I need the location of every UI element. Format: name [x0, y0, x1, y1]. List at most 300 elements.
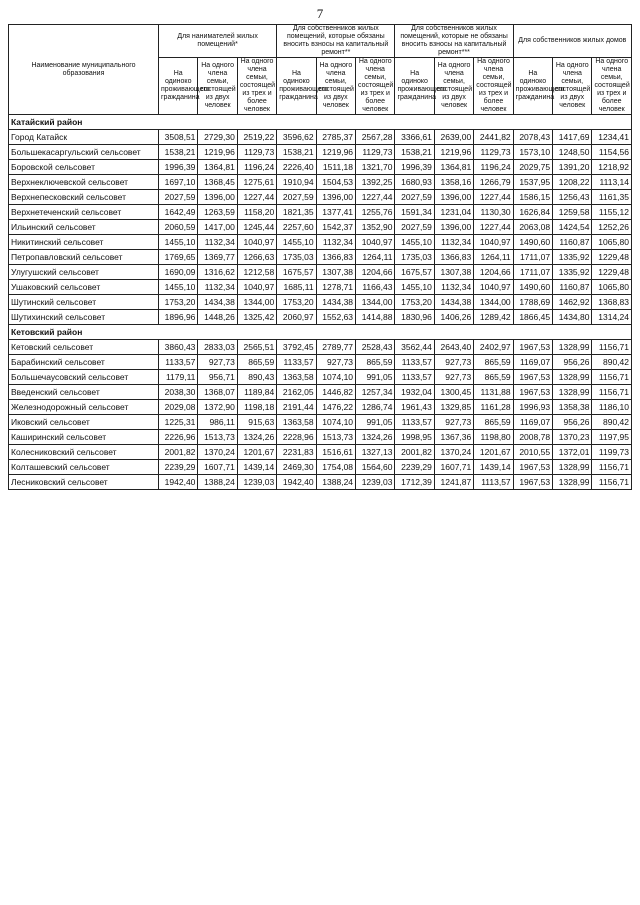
value-cell: 1537,95: [513, 175, 552, 190]
value-cell: 1065,80: [592, 280, 632, 295]
value-cell: 2060,97: [277, 310, 316, 325]
subheader-single: На одиноко проживающего гражданина: [277, 58, 316, 115]
value-cell: 1358,38: [553, 400, 592, 415]
value-cell: 1642,49: [159, 205, 198, 220]
value-cell: 1364,81: [434, 160, 473, 175]
subheader-two-person: На одного члена семьи, состоящей из двух человек: [198, 58, 237, 115]
table-row: [9, 415, 632, 430]
value-cell: 1542,37: [316, 220, 355, 235]
value-cell: 1396,00: [316, 190, 355, 205]
value-cell: 1697,10: [159, 175, 198, 190]
municipality-name: Большечаусовский сельсовет: [9, 370, 159, 385]
value-cell: 991,05: [356, 415, 395, 430]
municipality-name: Никитинский сельсовет: [9, 235, 159, 250]
value-cell: 1564,60: [356, 460, 395, 475]
value-cell: 1189,84: [237, 385, 276, 400]
value-cell: 1368,07: [198, 385, 237, 400]
value-cell: 1199,73: [592, 445, 632, 460]
value-cell: 1344,00: [356, 295, 395, 310]
municipality-name: Петропавловский сельсовет: [9, 250, 159, 265]
value-cell: 1204,66: [356, 265, 395, 280]
value-cell: 1225,31: [159, 415, 198, 430]
value-cell: 1538,21: [159, 145, 198, 160]
value-cell: 3792,45: [277, 340, 316, 355]
value-cell: 890,42: [592, 355, 632, 370]
value-cell: 1363,58: [277, 415, 316, 430]
value-cell: 2567,28: [356, 130, 395, 145]
value-cell: 1675,57: [395, 265, 434, 280]
value-cell: 1455,10: [277, 235, 316, 250]
header-group-tenants: Для нанимателей жилых помещений*: [159, 25, 277, 58]
value-cell: 1932,04: [395, 385, 434, 400]
value-cell: 1364,81: [198, 160, 237, 175]
header-group-owners-with-repair-fee: Для собственников жилых помещений, которые обязаны вносить взносы на капитальный ремонт**: [277, 25, 395, 58]
table-row: [9, 430, 632, 445]
value-cell: 1256,43: [553, 190, 592, 205]
value-cell: 1328,99: [553, 340, 592, 355]
table-row: [9, 145, 632, 160]
value-cell: 956,71: [198, 370, 237, 385]
table-row: [9, 280, 632, 295]
subheader-three-plus: На одного члена семьи, состоящей из трех и более человек: [237, 58, 276, 115]
value-cell: 1197,95: [592, 430, 632, 445]
value-cell: 1788,69: [513, 295, 552, 310]
value-cell: 1455,10: [159, 235, 198, 250]
value-cell: 1455,10: [159, 280, 198, 295]
subheader-single: На одиноко проживающего гражданина: [159, 58, 198, 115]
value-cell: 1417,69: [553, 130, 592, 145]
value-cell: 927,73: [434, 370, 473, 385]
value-cell: 1358,16: [434, 175, 473, 190]
subheader-three-plus: На одного члена семьи, состоящей из трех и более человек: [592, 58, 632, 115]
table-row: [9, 160, 632, 175]
value-cell: 865,59: [474, 415, 513, 430]
value-cell: 1476,22: [316, 400, 355, 415]
value-cell: 927,73: [316, 355, 355, 370]
municipality-name: Иковский сельсовет: [9, 415, 159, 430]
value-cell: 1417,00: [198, 220, 237, 235]
value-cell: 1169,07: [513, 355, 552, 370]
value-cell: 1239,03: [356, 475, 395, 490]
value-cell: 1369,77: [198, 250, 237, 265]
value-cell: 1335,92: [553, 265, 592, 280]
value-cell: 1307,38: [316, 265, 355, 280]
value-cell: 1591,34: [395, 205, 434, 220]
value-cell: 956,26: [553, 415, 592, 430]
table-row: [9, 385, 632, 400]
value-cell: 1133,57: [395, 370, 434, 385]
value-cell: 1942,40: [277, 475, 316, 490]
value-cell: 1996,93: [513, 400, 552, 415]
value-cell: 1275,61: [237, 175, 276, 190]
value-cell: 1204,66: [474, 265, 513, 280]
value-cell: 991,05: [356, 370, 395, 385]
value-cell: 1198,18: [237, 400, 276, 415]
value-cell: 1324,26: [237, 430, 276, 445]
value-cell: 1352,90: [356, 220, 395, 235]
value-cell: 1266,79: [474, 175, 513, 190]
value-cell: 3596,62: [277, 130, 316, 145]
value-cell: 1131,88: [474, 385, 513, 400]
value-cell: 1325,42: [237, 310, 276, 325]
municipality-name: Большекасаргульский сельсовет: [9, 145, 159, 160]
municipality-name: Колесниковский сельсовет: [9, 445, 159, 460]
value-cell: 1132,34: [434, 235, 473, 250]
value-cell: 927,73: [434, 415, 473, 430]
tariff-table: [8, 24, 632, 490]
value-cell: 1626,84: [513, 205, 552, 220]
value-cell: 1212,58: [237, 265, 276, 280]
value-cell: 1377,41: [316, 205, 355, 220]
table-row: [9, 190, 632, 205]
value-cell: 2063,08: [513, 220, 552, 235]
value-cell: 1133,57: [277, 355, 316, 370]
value-cell: 1316,62: [198, 265, 237, 280]
value-cell: 2789,77: [316, 340, 355, 355]
value-cell: 2565,51: [237, 340, 276, 355]
value-cell: 1166,43: [356, 280, 395, 295]
value-cell: 1753,20: [277, 295, 316, 310]
value-cell: 956,26: [553, 355, 592, 370]
value-cell: 1735,03: [395, 250, 434, 265]
value-cell: 1300,45: [434, 385, 473, 400]
section-title: Катайский район: [9, 115, 632, 130]
value-cell: 1675,57: [277, 265, 316, 280]
value-cell: 2785,37: [316, 130, 355, 145]
value-cell: 1321,70: [356, 160, 395, 175]
table-row: [9, 265, 632, 280]
value-cell: 1516,61: [316, 445, 355, 460]
value-cell: 890,43: [237, 370, 276, 385]
value-cell: 1392,25: [356, 175, 395, 190]
header-group-house-owners: Для собственников жилых домов: [513, 25, 631, 58]
value-cell: 1439,14: [237, 460, 276, 475]
table-row: [9, 235, 632, 250]
value-cell: 1040,97: [237, 235, 276, 250]
municipality-name: Лесниковский сельсовет: [9, 475, 159, 490]
value-cell: 1396,00: [434, 220, 473, 235]
value-cell: 2191,44: [277, 400, 316, 415]
value-cell: 1286,74: [356, 400, 395, 415]
table-row: [9, 445, 632, 460]
value-cell: 1690,09: [159, 265, 198, 280]
municipality-name: Шутихинский сельсовет: [9, 310, 159, 325]
value-cell: 2027,59: [395, 220, 434, 235]
value-cell: 2833,03: [198, 340, 237, 355]
table-row: [9, 175, 632, 190]
value-cell: 2639,00: [434, 130, 473, 145]
value-cell: 1156,71: [592, 475, 632, 490]
value-cell: 1248,50: [553, 145, 592, 160]
value-cell: 2528,43: [356, 340, 395, 355]
table-row: [9, 340, 632, 355]
value-cell: 927,73: [434, 355, 473, 370]
municipality-name: Колташевский сельсовет: [9, 460, 159, 475]
value-cell: 1229,48: [592, 265, 632, 280]
value-cell: 1219,96: [198, 145, 237, 160]
value-cell: 1434,38: [434, 295, 473, 310]
value-cell: 1328,99: [553, 370, 592, 385]
value-cell: 1132,34: [434, 280, 473, 295]
value-cell: 1156,71: [592, 385, 632, 400]
value-cell: 1434,38: [198, 295, 237, 310]
value-cell: 1388,24: [316, 475, 355, 490]
municipality-name: Введенский сельсовет: [9, 385, 159, 400]
table-row: [9, 250, 632, 265]
value-cell: 1169,07: [513, 415, 552, 430]
value-cell: 1201,67: [474, 445, 513, 460]
municipality-name: Ушаковский сельсовет: [9, 280, 159, 295]
value-cell: 1040,97: [356, 235, 395, 250]
value-cell: 1370,23: [553, 430, 592, 445]
value-cell: 2010,55: [513, 445, 552, 460]
value-cell: 1245,44: [237, 220, 276, 235]
value-cell: 1130,30: [474, 205, 513, 220]
value-cell: 1156,71: [592, 340, 632, 355]
subheader-three-plus: На одного члена семьи, состоящей из трех и более человек: [474, 58, 513, 115]
value-cell: 1307,38: [434, 265, 473, 280]
value-cell: 1511,18: [316, 160, 355, 175]
table-row: [9, 220, 632, 235]
value-cell: 2008,78: [513, 430, 552, 445]
value-cell: 1219,96: [316, 145, 355, 160]
value-cell: 1455,10: [395, 280, 434, 295]
value-cell: 1218,92: [592, 160, 632, 175]
value-cell: 1490,60: [513, 235, 552, 250]
value-cell: 2060,59: [159, 220, 198, 235]
value-cell: 1363,58: [277, 370, 316, 385]
value-cell: 2519,22: [237, 130, 276, 145]
value-cell: 1513,73: [198, 430, 237, 445]
value-cell: 1074,10: [316, 370, 355, 385]
value-cell: 2038,30: [159, 385, 198, 400]
value-cell: 865,59: [237, 355, 276, 370]
value-cell: 1227,44: [474, 220, 513, 235]
value-cell: 1439,14: [474, 460, 513, 475]
table-row: [9, 205, 632, 220]
value-cell: 1866,45: [513, 310, 552, 325]
value-cell: 2027,59: [159, 190, 198, 205]
table-row: [9, 295, 632, 310]
subheader-two-person: На одного члена семьи, состоящей из двух человек: [316, 58, 355, 115]
value-cell: 2228,96: [277, 430, 316, 445]
value-cell: 1329,85: [434, 400, 473, 415]
municipality-name: Верхнетеченский сельсовет: [9, 205, 159, 220]
value-cell: 1344,00: [237, 295, 276, 310]
subheader-three-plus: На одного члена семьи, состоящей из трех и более человек: [356, 58, 395, 115]
value-cell: 1391,20: [553, 160, 592, 175]
value-cell: 1406,26: [434, 310, 473, 325]
value-cell: 3562,44: [395, 340, 434, 355]
page-number: 7: [316, 6, 324, 21]
table-row: [9, 400, 632, 415]
value-cell: 2078,43: [513, 130, 552, 145]
value-cell: 2402,97: [474, 340, 513, 355]
value-cell: 1231,04: [434, 205, 473, 220]
value-cell: 2469,30: [277, 460, 316, 475]
value-cell: 1462,92: [553, 295, 592, 310]
value-cell: 1156,71: [592, 370, 632, 385]
municipality-name: Верхнеключевской сельсовет: [9, 175, 159, 190]
value-cell: 1186,10: [592, 400, 632, 415]
value-cell: 1455,10: [395, 235, 434, 250]
value-cell: 1040,97: [474, 280, 513, 295]
value-cell: 1132,34: [316, 235, 355, 250]
value-cell: 1368,45: [198, 175, 237, 190]
municipality-name: Кетовский сельсовет: [9, 340, 159, 355]
value-cell: 1133,57: [395, 415, 434, 430]
value-cell: 1208,22: [553, 175, 592, 190]
value-cell: 1996,39: [159, 160, 198, 175]
value-cell: 1967,53: [513, 370, 552, 385]
value-cell: 1830,96: [395, 310, 434, 325]
value-cell: 1821,35: [277, 205, 316, 220]
value-cell: 1161,28: [474, 400, 513, 415]
value-cell: 1198,80: [474, 430, 513, 445]
value-cell: 1278,71: [316, 280, 355, 295]
table-row: [9, 460, 632, 475]
value-cell: 1241,87: [434, 475, 473, 490]
municipality-name: Барабинский сельсовет: [9, 355, 159, 370]
table-row: [9, 370, 632, 385]
value-cell: 1196,24: [474, 160, 513, 175]
value-cell: 1156,71: [592, 460, 632, 475]
section-row: [9, 325, 632, 340]
value-cell: 1446,82: [316, 385, 355, 400]
value-cell: 1504,53: [316, 175, 355, 190]
value-cell: 1434,80: [553, 310, 592, 325]
value-cell: 1040,97: [237, 280, 276, 295]
value-cell: 986,11: [198, 415, 237, 430]
value-cell: 1129,73: [474, 145, 513, 160]
value-cell: 1735,03: [277, 250, 316, 265]
value-cell: 1259,58: [553, 205, 592, 220]
value-cell: 1074,10: [316, 415, 355, 430]
value-cell: 1372,01: [553, 445, 592, 460]
subheader-two-person: На одного члена семьи, состоящей из двух человек: [553, 58, 592, 115]
value-cell: 1255,76: [356, 205, 395, 220]
municipality-name: Шутинский сельсовет: [9, 295, 159, 310]
value-cell: 1263,59: [198, 205, 237, 220]
value-cell: 1227,44: [237, 190, 276, 205]
table-header: [9, 25, 632, 115]
value-cell: 2257,60: [277, 220, 316, 235]
table-row: [9, 355, 632, 370]
value-cell: 1896,96: [159, 310, 198, 325]
value-cell: 865,59: [474, 355, 513, 370]
value-cell: 1160,87: [553, 280, 592, 295]
value-cell: 2029,08: [159, 400, 198, 415]
value-cell: 2027,59: [277, 190, 316, 205]
municipality-name: Верхнепесковский сельсовет: [9, 190, 159, 205]
value-cell: 1388,24: [198, 475, 237, 490]
value-cell: 1132,34: [198, 280, 237, 295]
municipality-name: Город Катайск: [9, 130, 159, 145]
value-cell: 1234,41: [592, 130, 632, 145]
value-cell: 1154,56: [592, 145, 632, 160]
value-cell: 1155,12: [592, 205, 632, 220]
value-cell: 1967,53: [513, 385, 552, 400]
subheader-single: На одиноко проживающего гражданина: [513, 58, 552, 115]
value-cell: 1289,42: [474, 310, 513, 325]
value-cell: 1133,57: [159, 355, 198, 370]
value-cell: 1161,35: [592, 190, 632, 205]
value-cell: 1769,65: [159, 250, 198, 265]
value-cell: 1711,07: [513, 265, 552, 280]
table-row: [9, 130, 632, 145]
value-cell: 1680,93: [395, 175, 434, 190]
value-cell: 1129,73: [356, 145, 395, 160]
value-cell: 1366,83: [316, 250, 355, 265]
value-cell: 2226,96: [159, 430, 198, 445]
value-cell: 1201,67: [237, 445, 276, 460]
value-cell: 1942,40: [159, 475, 198, 490]
value-cell: 1229,48: [592, 250, 632, 265]
value-cell: 1538,21: [395, 145, 434, 160]
value-cell: 1264,11: [474, 250, 513, 265]
subheader-two-person: На одного члена семьи, состоящей из двух человек: [434, 58, 473, 115]
value-cell: 2239,29: [395, 460, 434, 475]
value-cell: 1113,14: [592, 175, 632, 190]
value-cell: 1368,83: [592, 295, 632, 310]
value-cell: 1370,24: [434, 445, 473, 460]
value-cell: 2001,82: [395, 445, 434, 460]
value-cell: 1538,21: [277, 145, 316, 160]
value-cell: 1133,57: [395, 355, 434, 370]
value-cell: 1961,43: [395, 400, 434, 415]
table-body: [9, 115, 632, 490]
value-cell: 2239,29: [159, 460, 198, 475]
value-cell: 1424,54: [553, 220, 592, 235]
header-municipality: Наименование муниципального образования: [9, 25, 159, 115]
value-cell: 3366,61: [395, 130, 434, 145]
value-cell: 1685,11: [277, 280, 316, 295]
value-cell: 1196,24: [237, 160, 276, 175]
value-cell: 2226,40: [277, 160, 316, 175]
value-cell: 1414,88: [356, 310, 395, 325]
value-cell: 2643,40: [434, 340, 473, 355]
value-cell: 1227,44: [356, 190, 395, 205]
value-cell: 1753,20: [159, 295, 198, 310]
value-cell: 1113,57: [474, 475, 513, 490]
value-cell: 1367,36: [434, 430, 473, 445]
value-cell: 3860,43: [159, 340, 198, 355]
table-row: [9, 475, 632, 490]
municipality-name: Железнодорожный сельсовет: [9, 400, 159, 415]
value-cell: 1257,34: [356, 385, 395, 400]
value-cell: 1239,03: [237, 475, 276, 490]
value-cell: 1132,34: [198, 235, 237, 250]
value-cell: 1040,97: [474, 235, 513, 250]
value-cell: 1327,13: [356, 445, 395, 460]
value-cell: 1490,60: [513, 280, 552, 295]
value-cell: 1607,71: [198, 460, 237, 475]
value-cell: 1065,80: [592, 235, 632, 250]
value-cell: 1586,15: [513, 190, 552, 205]
value-cell: 865,59: [474, 370, 513, 385]
value-cell: 1366,83: [434, 250, 473, 265]
value-cell: 1998,95: [395, 430, 434, 445]
value-cell: 2162,05: [277, 385, 316, 400]
value-cell: 1573,10: [513, 145, 552, 160]
value-cell: 1227,44: [474, 190, 513, 205]
value-cell: 2231,83: [277, 445, 316, 460]
value-cell: 2729,30: [198, 130, 237, 145]
value-cell: 1328,99: [553, 460, 592, 475]
value-cell: 1513,73: [316, 430, 355, 445]
table-row: [9, 310, 632, 325]
value-cell: 1252,26: [592, 220, 632, 235]
